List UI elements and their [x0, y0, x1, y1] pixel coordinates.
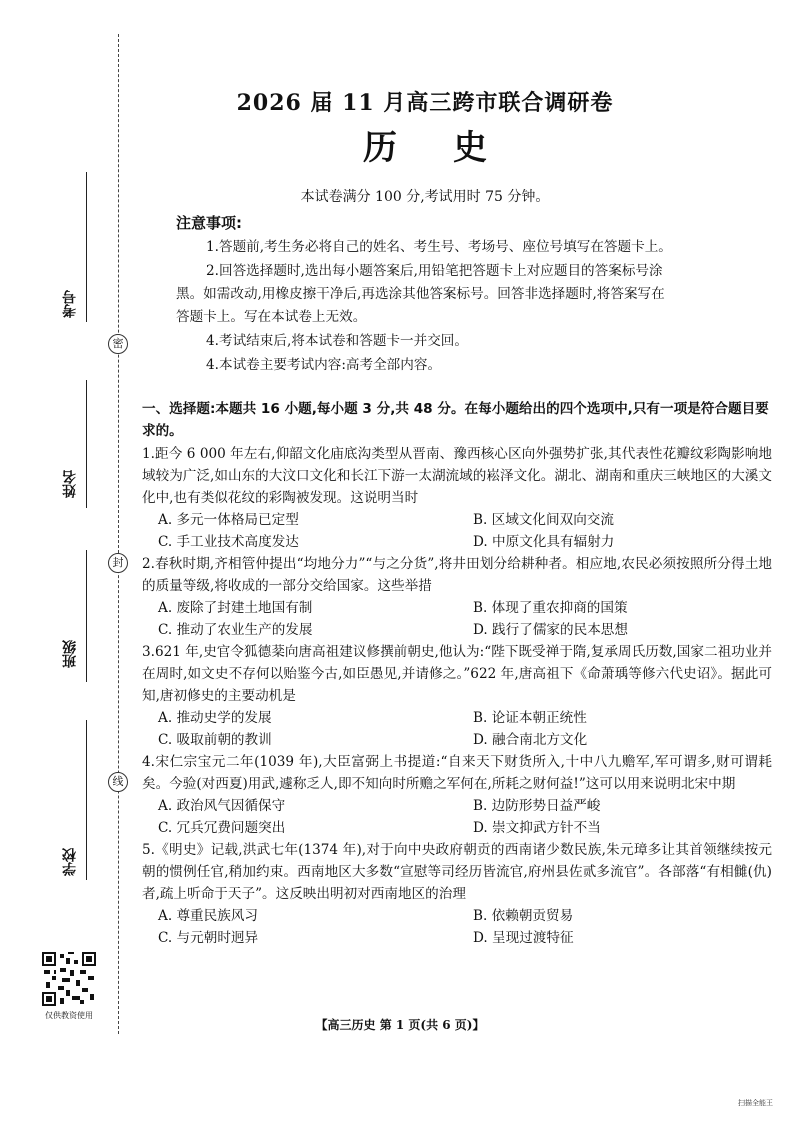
question-2-option-d[interactable]: D. 践行了儒家的民本思想 — [473, 622, 628, 638]
note-item-1: 1.答题前,考生务必将自己的姓名、考生号、考场号、座位号填写在答题卡上。 — [206, 239, 672, 255]
question-2 — [142, 553, 772, 641]
name-field — [62, 470, 86, 498]
note-item-2-line-3: 答题卡上。写在本试卷上无效。 — [176, 309, 367, 325]
exam-info: 本试卷满分 100 分,考试用时 75 分钟。 — [300, 189, 550, 205]
question-2-option-c[interactable]: C. 推动了农业生产的发展 — [158, 622, 313, 638]
note-item-2-line-1: 2.回答选择题时,选出每小题答案后,用铅笔把答题卡上对应题目的答案标号涂 — [206, 263, 663, 279]
question-3-option-a[interactable]: A. 推动史学的发展 — [158, 710, 272, 726]
question-4-stem: 4.宋仁宗宝元二年(1039 年),大臣富弼上书提道:“自来天下财货所入,十中八九赡军,军可谓多,财可谓耗矣。今验(对西夏)用武,遽称乏人,即不知向时所赡之军何在,所耗之财何益!”这可以用来说明北宋中期 — [142, 754, 772, 792]
name-line — [86, 380, 87, 508]
question-4 — [142, 751, 772, 839]
question-2-options — [142, 597, 772, 641]
question-2-option-b[interactable]: B. 体现了重农抑商的国策 — [473, 600, 628, 616]
note-item-2-line-2: 黑。如需改动,用橡皮擦干净后,再选涂其他答案标号。回答非选择题时,将答案写在 — [176, 286, 665, 302]
class-line — [86, 550, 87, 682]
question-2-stem: 2.春秋时期,齐相管仲提出“均地分力”“与之分货”,将井田划分给耕种者。相应地,农民必须按照所分得土地的质量等级,将收成的一部分交给国家。这些举措 — [142, 556, 772, 594]
question-5-option-d[interactable]: D. 呈现过渡特征 — [473, 930, 574, 946]
qr-code-image — [42, 952, 96, 1006]
qr-caption: 仅供教资使用 — [45, 1011, 93, 1020]
exam-number-line — [86, 172, 87, 322]
question-1-option-b[interactable]: B. 区域文化间双向交流 — [473, 512, 614, 528]
question-5-option-c[interactable]: C. 与元朝时迥异 — [158, 930, 259, 946]
question-4-option-c[interactable]: C. 冗兵冗费问题突出 — [158, 820, 286, 836]
class-field — [62, 640, 86, 668]
question-2-option-a[interactable]: A. 废除了封建土地国有制 — [158, 600, 313, 616]
question-content — [142, 398, 772, 949]
question-4-options — [142, 795, 772, 839]
question-1 — [142, 443, 772, 553]
question-3 — [142, 641, 772, 751]
school-line — [86, 720, 87, 880]
question-3-stem: 3.621 年,史官令狐德棻向唐高祖建议修撰前朝史,他认为:“陛下既受禅于隋,复承周氏历数,国家二祖功业并在周时,如文史不存何以贻鉴今古,如臣愚见,并请修之。”622 年,唐高祖下《命萧瑀等修六代史诏》。据此可知,唐初修史的主要动机是 — [142, 644, 772, 704]
question-1-option-c[interactable]: C. 手工业技术高度发达 — [158, 534, 299, 550]
school-field — [62, 848, 86, 876]
binding-dashed-line — [118, 34, 119, 1034]
question-3-option-d[interactable]: D. 融合南北方文化 — [473, 732, 588, 748]
question-5-option-b[interactable]: B. 依赖朝贡贸易 — [473, 908, 574, 924]
question-3-options — [142, 707, 772, 751]
class-label: 班级 — [62, 640, 78, 668]
name-label: 姓名 — [62, 470, 78, 498]
question-4-option-b[interactable]: B. 边防形势日益严峻 — [473, 798, 601, 814]
question-1-options — [142, 509, 772, 553]
exam-number-field — [62, 290, 86, 318]
question-3-option-b[interactable]: B. 论证本朝正统性 — [473, 710, 587, 726]
question-1-option-d[interactable]: D. 中原文化具有辐射力 — [473, 534, 615, 550]
note-item-3: 4.考试结束后,将本试卷和答题卡一并交回。 — [206, 333, 468, 349]
school-label: 学校 — [62, 848, 78, 876]
seal-char-mi: 密 — [108, 334, 128, 354]
scanner-watermark: 扫描全能王 — [738, 1099, 773, 1107]
question-4-option-d[interactable]: D. 崇文抑武方针不当 — [473, 820, 601, 836]
subject-title: 历史 — [363, 128, 543, 168]
question-5-option-a[interactable]: A. 尊重民族风习 — [158, 908, 259, 924]
question-1-stem: 1.距今 6 000 年左右,仰韶文化庙底沟类型从晋南、豫西核心区向外强势扩张,其代表性花瓣纹彩陶影响地域较为广泛,如山东的大汶口文化和长江下游一太湖流域的崧泽文化。湖北、湖南和重庆三峡地区的大溪文化中,也有类似花纹的彩陶被发现。这说明当时 — [142, 446, 772, 506]
question-5 — [142, 839, 772, 949]
question-1-option-a[interactable]: A. 多元一体格局已定型 — [158, 512, 299, 528]
exam-number-label: 考号 — [62, 290, 78, 318]
exam-title: 2026 届 11 月高三跨市联合调研卷 — [236, 90, 614, 116]
question-5-stem: 5.《明史》记载,洪武七年(1374 年),对于向中央政府朝贡的西南诸少数民族,朱元璋多让其首领继续按元朝的惯例任官,稍加约束。西南地区大多数“宣慰等司经历皆流官,府州县佐贰多流官”。各部落“有相雠(仇)者,疏上听命于天子”。这反映出明初对西南地区的治理 — [142, 842, 772, 902]
seal-char-feng: 封 — [108, 553, 128, 573]
question-4-option-a[interactable]: A. 政治风气因循保守 — [158, 798, 286, 814]
question-5-options — [142, 905, 772, 949]
question-3-option-c[interactable]: C. 吸取前朝的教训 — [158, 732, 272, 748]
note-item-4: 4.本试卷主要考试内容:高考全部内容。 — [206, 357, 442, 373]
section-1-heading: 一、选择题:本题共 16 小题,每小题 3 分,共 48 分。在每小题给出的四个选项中,只有一项是符合题目要求的。 — [142, 401, 769, 439]
seal-char-xian: 线 — [108, 772, 128, 792]
notes-title: 注意事项: — [176, 214, 242, 232]
page-footer: 【高三历史 第 1 页(共 6 页)】 — [315, 1018, 485, 1032]
